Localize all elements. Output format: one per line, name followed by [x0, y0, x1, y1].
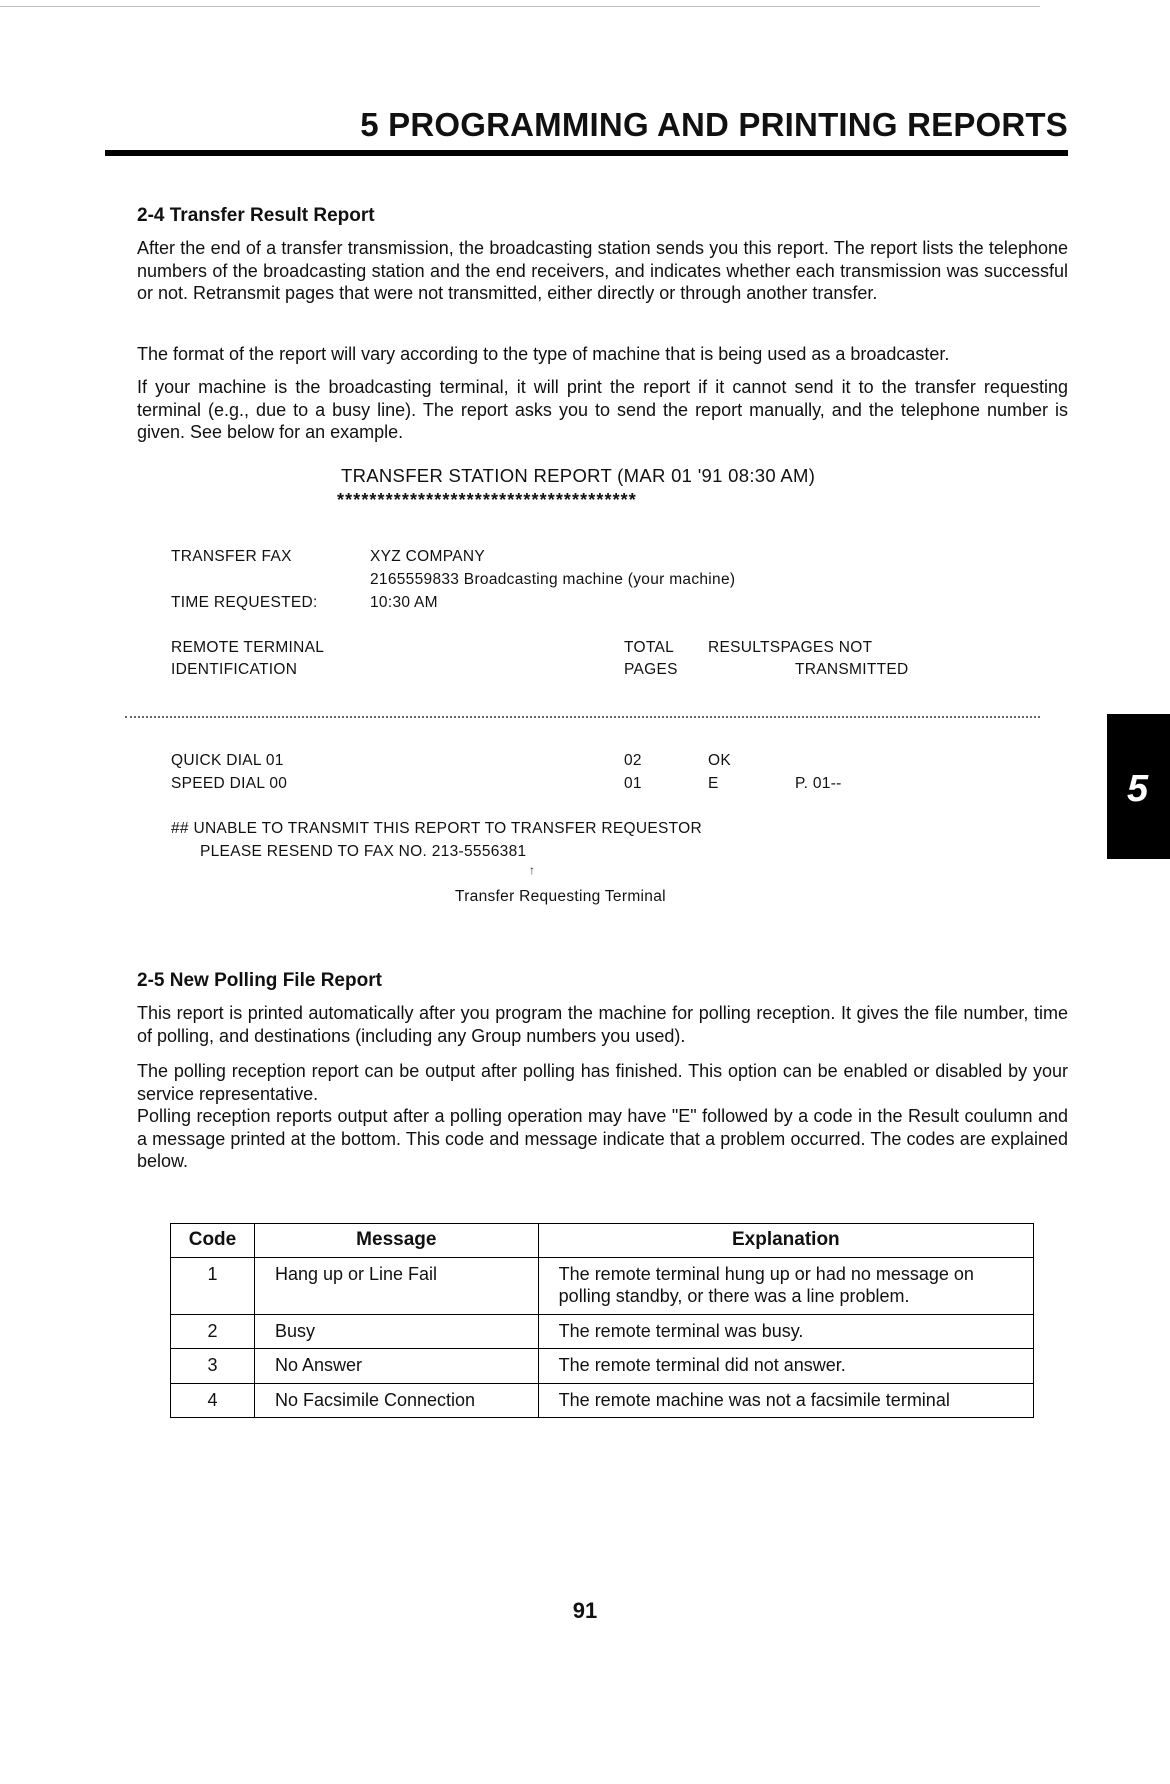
paragraph: This report is printed automatically after you program the machine for polling reception. It gives the file number, time of polling, and destinations (including any Group numbers you used).: [137, 1003, 1068, 1046]
row-pages: 01: [624, 775, 642, 792]
row-not-sent: P. 01--: [795, 775, 842, 792]
paragraph: Polling reception reports output after a polling operation may have "E" followed by a code in the Result coulumn and a message printed at the bottom. This code and message indicate that a problem occurred. The codes are explained below.: [137, 1106, 1068, 1171]
paragraph: If your machine is the broadcasting terminal, it will print the report if it cannot send it to the transfer requesting terminal (e.g., due to a busy line). The report asks you to send the report manually, and the telephone number is given. See below for an example.: [137, 377, 1068, 442]
col-total: TOTAL: [624, 639, 675, 656]
table-header-row: [171, 1224, 1034, 1258]
chapter-rule: [105, 150, 1068, 156]
col-results-pages-not: RESULTSPAGES NOT: [708, 639, 873, 656]
header-code: Code: [171, 1224, 255, 1258]
col-transmitted: TRANSMITTED: [795, 661, 909, 678]
chapter-title: 5 PROGRAMMING AND PRINTING REPORTS: [360, 106, 1068, 143]
table-row: [171, 1314, 1034, 1349]
section-heading-2-5: 2-5 New Polling File Report: [137, 970, 382, 991]
cell-message: No Facsimile Connection: [254, 1383, 538, 1418]
report-stars: *************************************: [337, 490, 637, 510]
report-notice-line-2: PLEASE RESEND TO FAX NO. 213-5556381: [200, 843, 527, 860]
header-message: Message: [254, 1224, 538, 1258]
col-remote-terminal: REMOTE TERMINAL: [171, 639, 325, 656]
table-row: [171, 1349, 1034, 1384]
cell-code: 2: [171, 1314, 255, 1349]
row-result: E: [708, 775, 719, 792]
row-remote: SPEED DIAL 00: [171, 775, 288, 792]
cell-code: 1: [171, 1257, 255, 1314]
col-pages: PAGES: [624, 661, 678, 678]
col-identification: IDENTIFICATION: [171, 661, 298, 678]
page-number: 91: [572, 1598, 598, 1623]
transfer-fax-label: TRANSFER FAX: [171, 548, 292, 565]
cell-explanation: The remote terminal was busy.: [538, 1314, 1033, 1349]
cell-code: 4: [171, 1383, 255, 1418]
cell-message: Hang up or Line Fail: [254, 1257, 538, 1314]
cell-message: Busy: [254, 1314, 538, 1349]
cell-explanation: The remote terminal did not answer.: [538, 1349, 1033, 1384]
up-arrow-icon: ↑: [529, 863, 536, 877]
report-title: TRANSFER STATION REPORT (MAR 01 '91 08:30 AM): [341, 465, 816, 486]
cell-explanation: The remote terminal hung up or had no message on polling standby, or there was a line problem.: [538, 1257, 1033, 1314]
transfer-fax-number: 2165559833 Broadcasting machine (your machine): [370, 571, 736, 588]
arrow-caption: Transfer Requesting Terminal: [455, 888, 666, 905]
transfer-fax-name: XYZ COMPANY: [370, 548, 485, 565]
paragraph: The polling reception report can be output after polling has finished. This option can be enabled or disabled by your service representative.: [137, 1061, 1068, 1104]
cell-explanation: The remote machine was not a facsimile terminal: [538, 1383, 1033, 1418]
time-requested-value: 10:30 AM: [370, 594, 438, 611]
row-remote: QUICK DIAL 01: [171, 752, 284, 769]
scan-top-line: [0, 6, 1040, 7]
row-result: OK: [708, 752, 731, 769]
time-requested-label: TIME REQUESTED:: [171, 594, 318, 611]
chapter-tab: [1107, 714, 1170, 859]
cell-message: No Answer: [254, 1349, 538, 1384]
paragraph: After the end of a transfer transmission, the broadcasting station sends you this report. The report lists the telephone numbers of the broadcasting station and the end receivers, and indicates whether each transmission was successful or not. Retransmit pages that were not transmitted, either directly or through another transfer.: [137, 238, 1068, 303]
section-heading-2-4: 2-4 Transfer Result Report: [137, 205, 375, 226]
header-explanation: Explanation: [538, 1224, 1033, 1258]
table-row: [171, 1257, 1034, 1314]
row-pages: 02: [624, 752, 642, 769]
error-codes-table: [170, 1223, 1034, 1418]
paragraph: The format of the report will vary according to the type of machine that is being used as a broadcaster.: [137, 344, 950, 364]
chapter-tab-label: 5: [1127, 768, 1149, 810]
cell-code: 3: [171, 1349, 255, 1384]
report-notice-line-1: ## UNABLE TO TRANSMIT THIS REPORT TO TRANSFER REQUESTOR: [171, 820, 703, 837]
table-row: [171, 1383, 1034, 1418]
report-dotted-divider: [125, 716, 1040, 718]
